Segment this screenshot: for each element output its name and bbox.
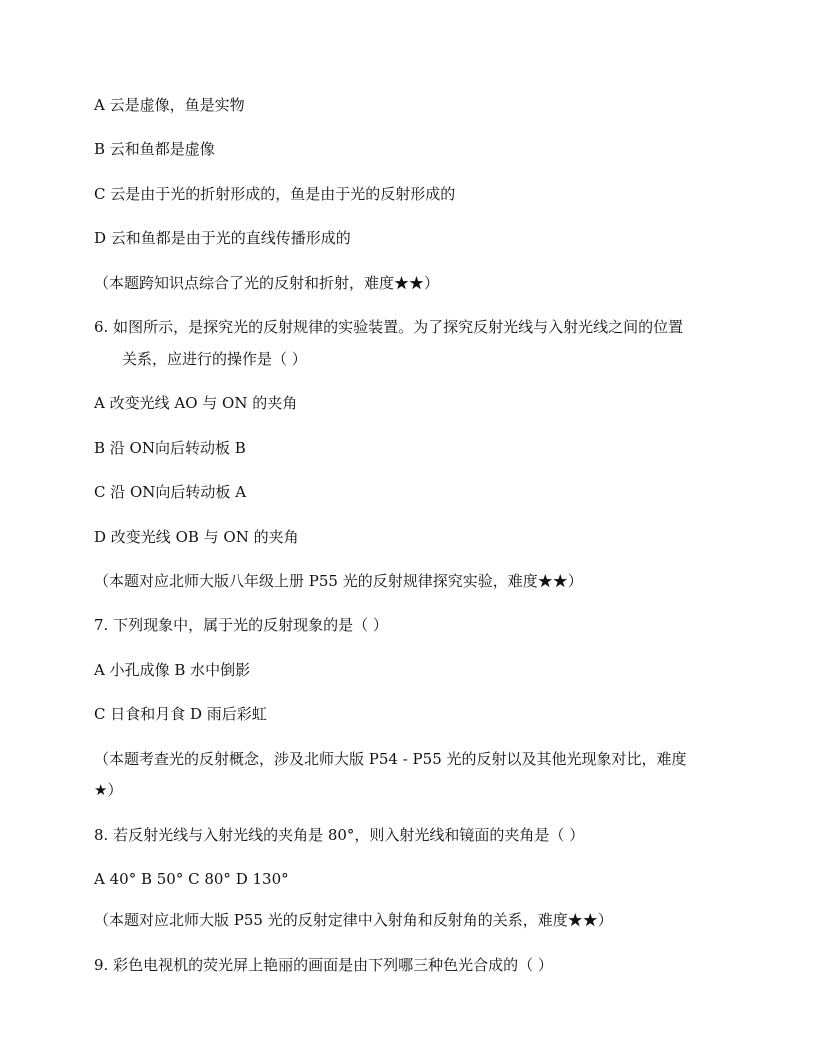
q7-note-line2: ★） — [94, 781, 123, 799]
q8-options: A 40° B 50° C 80° D 130° — [94, 870, 289, 888]
q6-option-b: B 沿 ON向后转动板 B — [94, 439, 246, 457]
q6-stem-line1: 6. 如图所示，是探究光的反射规律的实验装置。为了探究反射光线与入射光线之间的位置 — [94, 318, 684, 336]
q5-option-b: B 云和鱼都是虚像 — [94, 140, 215, 158]
q6-option-a: A 改变光线 AO 与 ON 的夹角 — [94, 394, 298, 412]
q5-option-d: D 云和鱼都是由于光的直线传播形成的 — [94, 229, 351, 247]
q7-stem: 7. 下列现象中，属于光的反射现象的是（ ） — [94, 616, 388, 634]
q6-stem-line2: 关系，应进行的操作是（ ） — [122, 350, 307, 368]
q8-note: （本题对应北师大版 P55 光的反射定律中入射角和反射角的关系，难度★★） — [94, 911, 613, 929]
q7-note-line1: （本题考查光的反射概念，涉及北师大版 P54 - P55 光的反射以及其他光现象对比，难度 — [94, 750, 687, 768]
q5-option-c: C 云是由于光的折射形成的，鱼是由于光的反射形成的 — [94, 185, 456, 203]
q9-stem: 9. 彩色电视机的荧光屏上艳丽的画面是由下列哪三种色光合成的（ ） — [94, 956, 553, 974]
q6-option-c: C 沿 ON向后转动板 A — [94, 483, 247, 501]
q8-stem: 8. 若反射光线与入射光线的夹角是 80°，则入射光线和镜面的夹角是（ ） — [94, 826, 585, 844]
q6-note: （本题对应北师大版八年级上册 P55 光的反射规律探究实验，难度★★） — [94, 572, 583, 590]
q7-options-cd: C 日食和月食 D 雨后彩虹 — [94, 705, 267, 723]
q6-option-d: D 改变光线 OB 与 ON 的夹角 — [94, 528, 299, 546]
q7-options-ab: A 小孔成像 B 水中倒影 — [94, 661, 251, 679]
q5-note: （本题跨知识点综合了光的反射和折射，难度★★） — [94, 274, 440, 292]
q5-option-a: A 云是虚像，鱼是实物 — [94, 96, 245, 114]
